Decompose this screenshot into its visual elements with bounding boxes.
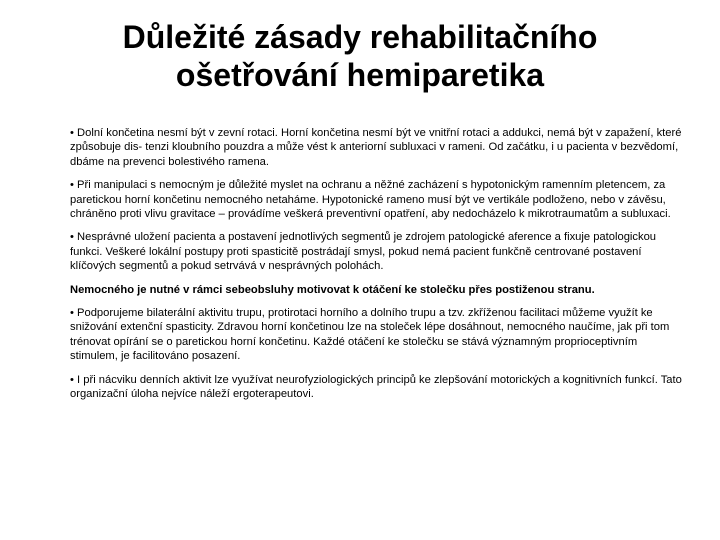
paragraph-text: Při manipulaci s nemocným je důležité myslet na ochranu a něžné zacházení s hypotonickým ramenním pletencem, za paretickou horní končetinu nemocného netaháme. Hypotonické rameno musí být ve vertikále podloženo, nebo v závěsu, chráněno proti vlivu gravitace – provádíme veškerá preventivní opatření, aby nedocházelo k mikrotraumatům a subluxaci. [70, 179, 671, 221]
bullet-icon: • [70, 127, 74, 139]
slide-content [70, 126, 682, 411]
paragraph-6 [70, 373, 682, 402]
bullet-icon: • [70, 307, 74, 320]
paragraph-text: Podporujeme bilaterální aktivitu trupu, protirotaci horního a dolního trupu a tzv. zkříženou facilitaci můžeme využít ke snižování extenční spasticity. Zdravou horní končetinou lze na stoleček lépe dosáhnout, nemocného naučíme, jak při tom trénovat opírání se o paretickou horní končetinu. Každé otáčení ke stolečku se stává významným proprioceptivním stimulem, je facilitováno posazení. [70, 307, 670, 363]
bullet-icon: • [70, 179, 74, 192]
paragraph-3 [70, 230, 682, 273]
bullet-icon: • [70, 373, 74, 386]
slide-title: Důležité zásady rehabilitačního ošetřování hemiparetika [122, 19, 598, 93]
paragraph-text: Nemocného je nutné v rámci sebeobsluhy motivovat k otáčení ke stolečku přes postiženou stranu. [70, 283, 595, 296]
paragraph-1 [70, 126, 682, 169]
paragraph-2 [70, 178, 682, 221]
bullet-icon: • [70, 231, 74, 244]
paragraph-text: Dolní končetina nesmí být v zevní rotaci. Horní končetina nesmí být ve vnitřní rotaci a addukci, nemá být v zapažení, které způsobuje dis- tenzi kloubního pouzdra a může vést k anteriorní subluxaci v rameni. Od začátku, i u pacienta v bezvědomí, dbáme na prevenci bolestivého ramena. [70, 127, 682, 168]
paragraph-text: Nesprávné uložení pacienta a postavení jednotlivých segmentů je zdrojem patologické aference a fixuje patologickou funkci. Veškeré lokální postupy proti spasticitě postrádají smysl, pokud nemá pacient funkčně centrované postavení klíčových segmentů a pokud setrvává v nesprávných polohách. [70, 231, 657, 273]
paragraph-4 [70, 283, 682, 297]
paragraph-text: I při nácviku denních aktivit lze využívat neurofyziologických principů ke zlepšování motorických a kognitivních funkcí. Tato organizační úloha nejvíce náleží ergoterapeutovi. [70, 373, 682, 401]
paragraph-5 [70, 306, 682, 364]
